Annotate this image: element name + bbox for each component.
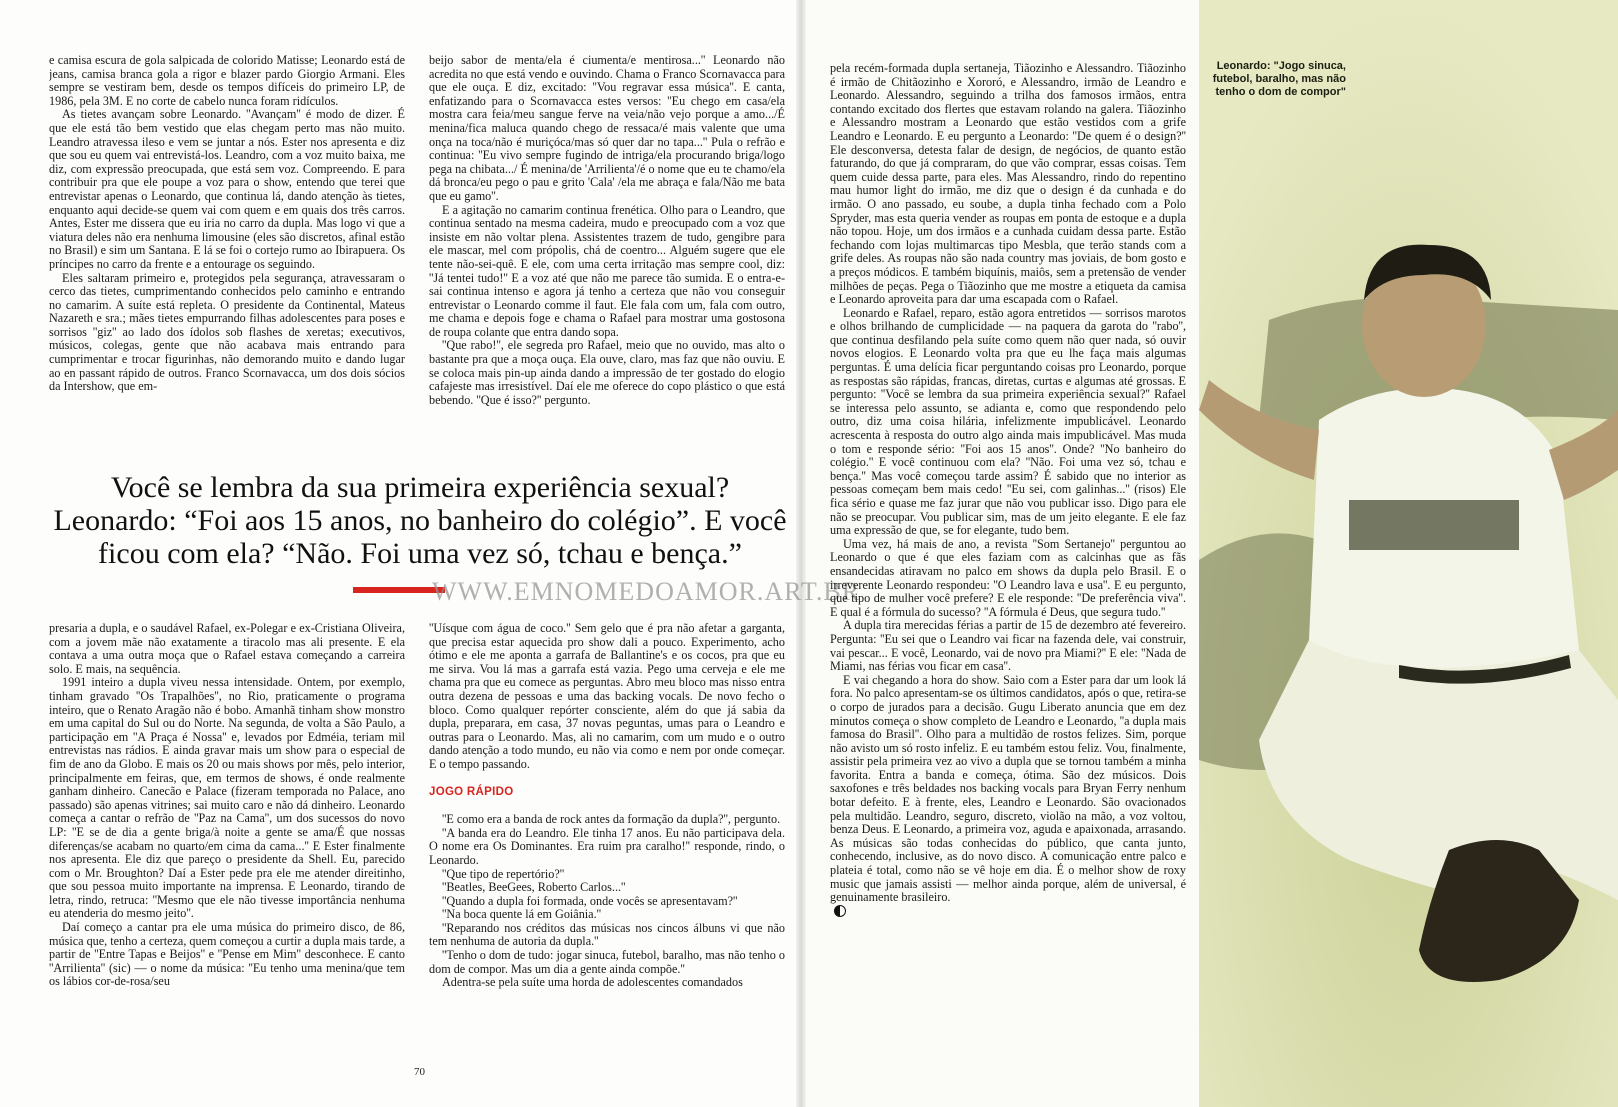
paragraph: ''A banda era do Leandro. Ele tinha 17 anos. Eu não participava dela. O nome era Os Dominantes. Era ruim pra caralho!'' responde, rindo, o Leonardo. [429, 825, 785, 867]
paragraph: Daí começo a cantar pra ele uma música do primeiro disco, de 86, música que, tenho a certeza, quem começou a curtir a dupla mais tarde, a partir de ''Entre Tapas e Beijos'' e ''Pense em Mim'' desconhece. E canto ''Arrilienta'' (sic) — o nome da música: ''Eu tenho uma menina/que tem os lábios cor-de-rosa/seu [49, 920, 405, 989]
paragraph: ''Reparando nos créditos das músicas nos cincos álbuns vi que não tem nenhuma de autoria da dupla.'' [429, 920, 785, 949]
article-column-2-top [429, 54, 785, 456]
paragraph: Adentra-se pela suíte uma horda de adolescentes comandados [442, 975, 743, 990]
paragraph: E vai chegando a hora do show. Saio com a Ester para dar um look lá fora. No palco apresentam-se os últimos candidatos, após o que, retira-se o corpo de jurados para a decisão. Gugu Liberato anuncia que em dez minutos começa o show completo de Leandro e Leonardo, ''a dupla mais famosa do Brasil''. Olho para a multidão de rostos felizes. Sim, porque não avisto um só rosto infeliz. E eu também estou feliz. Vou, finalmente, assistir pela primeira vez ao vivo a dupla que se tornou também a minha favorita. Entra a banda e começa, ótima. São dez músicos. Dois saxofones e três beldades nos backing vocals para Bryan Ferry nenhum botar defeito. E à frente, eles, Leandro e Leonardo. São ovacionados pela multidão. Leandro, seguro, discreto, violão na mão, a voz voltou, benza Deus. E Leonardo, a primeira voz, aguda e apaixonada, arrasando. As músicas são todas conhecidas do público, que canta junto, conhecendo, inclusive, as do novo disco. A comunicação entre palco e plateia é total, como não se vê hoje em dia. É o melhor show de roxy music que jamais assisti — melhor ainda porque, além de universal, é genuinamente brasileiro. [830, 672, 1186, 905]
article-column-2-bottom [429, 622, 785, 1047]
paragraph: Uma vez, há mais de ano, a revista ''Som Sertanejo'' perguntou ao Leonardo o que é que eles faziam com as calcinhas que as fãs ensandecidas atiravam no palco em shows da dupla pelo Brasil. E o irreverente Leonardo respondeu: ''O Leandro lava e usa''. E eu pergunto, que tipo de mulher você prefere? E ele responde: ''De preferência viva''. E qual é a fórmula do sucesso? ''A fórmula é Deus, que segura tudo.'' [830, 536, 1186, 619]
page-number: 70 [414, 1066, 425, 1078]
paragraph: e camisa escura de gola salpicada de colorido Matisse; Leonardo está de jeans, camisa branca gola a rigor e blazer pardo Giorgio Armani. Eles sempre se vestiram bem, desde os tempos difíceis do primeiro LP, de 1986, pela 3M. E no corte de cabelo nunca foram ridículos. [49, 54, 405, 108]
photo-leonardo [1199, 0, 1618, 1107]
photo-illustration [1199, 0, 1618, 1107]
paragraph: 1991 inteiro a dupla viveu nessa intensidade. Ontem, por exemplo, tinham gravado ''Os Trapalhões'', no Rio, praticamente o programa inteiro, que o Renato Aragão não é bobo. Amanhã tinham show monstro em uma capital do Sul ou do Norte. Na segunda, de volta a São Paulo, a participação em ''A Praça é Nossa'' e, levados por Edméia, teriam mil entrevistas nas rádios. E ainda gravar mais um show para o especial de fim de ano da Globo. E mais os 20 ou mais shows por mês, pelo interior, principalmente em feiras, que, em termos de shows, é onde realmente ganham dinheiro. Canecão e Palace (fizeram temporada no Palace, ano passado) são apenas vitrines; sai muito caro e não dá dinheiro. Leonardo começa a cantar o refrão de ''Paz na Cama'', um dos sucessos do novo LP: ''E se de dia a gente briga/à noite a gente se ama/É que nossas diferenças/se acabam no quarto/em cima da cama...'' E Ester finalmente nos apresenta. Ele diz que pareço o presidente da Shell. Eu, parecido com o Mr. Broughton? Daí a Ester pede pra ele me atender direitinho, que sou pessoa muito importante na imprensa. E Leonardo, tirando de letra, rindo, retruca: ''Mesmo que ele não tivesse importância nenhuma eu atenderia do mesmo jeito''. [49, 675, 405, 921]
paragraph: ''E como era a banda de rock antes da formação da dupla?'', pergunto. [442, 812, 781, 827]
paragraph: ''Beatles, BeeGees, Roberto Carlos...'' [442, 880, 626, 895]
end-of-article-icon [834, 905, 846, 917]
paragraph: ''Na boca quente lá em Goiânia.'' [442, 907, 602, 922]
paragraph: ''Que rabo!'', ele segreda pro Rafael, meio que no ouvido, mas alto o bastante pra que a moça ouça. Ela ouve, claro, mas faz que não ouviu. E se coloca mais pin-up ainda dando a impressão de ter gostado do elogio cafajeste mas irresistível. Daí ele me oferece do copo plástico o que está bebendo. ''Que é isso?'' pergunto. [429, 338, 785, 407]
pull-quote-line: Leonardo: “Foi aos 15 anos, no banheiro do colégio”. E você [53, 504, 787, 537]
paragraph: beijo sabor de menta/ela é ciumenta/e mentirosa...'' Leonardo não acredita no que está vendo e ouvindo. Chama o Franco Scornavacca para que ele ouça. E diz, excitado: ''Vou regravar essa música''. E canta, enfatizando para o Scornavacca estes versos: ''Eu chego em casa/ela mostra cara feia/meu sangue ferve na veia/não vejo porque a amo.../É menina/fica maluca quando chego de ressaca/é mais valente que uma onça na toca/não é muriçóca/mas só quer dar no tapa...'' Pula o refrão e continua: ''Eu vivo sempre fugindo de intriga/ela procurando briga/logo pega na chibata.../ É menina/de 'Arrilienta'/é o nome que eu te chamo/ela dá bronca/eu pego o pau e grito 'Cala' /ela me abraça e fala/Não me bata que eu gamo''. [429, 54, 785, 203]
paragraph: ''Uísque com água de coco.'' Sem gelo que é pra não afetar a garganta, que precisa estar aquecida pro show dali a pouco. Experimento, acho ótimo e ele me aponta a garrafa de Ballantine's e os cocos, pra que eu me sirva. Vou lá mas a garrafa está vazia. Pego uma cerveja e ele me chama pra que eu comece as perguntas. Abro meu bloco mas nisso entra outra dezena de pessoas e uma das backing vocals. De novo fecho o bloco. Como qualquer repórter consciente, além do que já sabia da dupla, preparara, em casa, 37 novas peguntas, umas para o Leandro e outras para o Leonardo. Mas, ali no camarim, com um mudo e o outro dando atenção a todo mundo, eu não via como e nem por onde começar. E o tempo passando. [429, 622, 785, 771]
section-subhead: JOGO RÁPIDO [429, 785, 514, 798]
pull-quote-line: Você se lembra da sua primeira experiência sexual? [110, 471, 730, 504]
paragraph: ''Quando a dupla foi formada, onde vocês se apresentavam?'' [442, 893, 738, 908]
paragraph: ''Tenho o dom de tudo: jogar sinuca, futebol, baralho, mas não tenho o dom de compor. Mas um dia a gente ainda compõe.'' [429, 948, 785, 976]
paragraph: presaria a dupla, e o saudável Rafael, ex-Polegar e ex-Cristiana Oliveira, com a jovem mãe não exatamente a tiracolo mas ali presente. E ela contava a uma outra moça que o Rafael estava começando a carreira solo. E mais, na sequência. [49, 622, 405, 676]
watermark: WWW.EMNOMEDOAMOR.ART.BR [432, 577, 861, 606]
pull-quote [40, 471, 800, 570]
paragraph: E a agitação no camarim continua frenética. Olho para o Leandro, que continua sentado na mesma cadeira, mudo e preocupado com a voz que insiste em não voltar plena. Assistentes trazem de tudo, gengibre para ele mascar, mel com própolis, chá de coentro... Alguém sugere que ele tente não-sei-quê. E ele, com uma certa irritação mas sempre cool, diz: ''Já tentei tudo!'' E a voz até que não me parece tão sumida. E o entra-e-sai continua intenso e agora já tenho a certeza que não vou conseguir entrevistar o Leonardo comme il faut. Ele fala com um, fala com outro, me chama e depois foge e chama o Rafael para mostrar uma gostosona de roupa colante que entra dando sopa. [429, 202, 785, 339]
pull-quote-line: ficou com ela? “Não. Foi uma vez só, tchau e bença.” [98, 537, 742, 570]
paragraph: Leonardo e Rafael, reparo, estão agora entretidos — sorrisos marotos e olhos brilhando de cumplicidade — na paquera da garota do ''rabo'', que continua desfilando pela suíte como quem não quer nada, só ouvir novos elogios. E Leonardo volta pra que eu lhe faça mais algumas perguntas. É uma delícia ficar perguntando coisas pro Leonardo, porque as respostas são rápidas, francas, diretas, curtas e algumas até grossas. E pergunto: ''Você se lembra da sua primeira experiência sexual?'' Rafael se interessa pelo assunto, se adianta e, como que respondendo pelo outro, diz uma coisa hilária, infelizmente impublicável. Leonardo acrescenta à resposta do outro algo ainda mais impublicável. Mas muda o tom e responde sério: ''Foi aos 15 anos''. Onde? ''No banheiro do colégio.'' E você continuou com ela? ''Não. Foi uma vez só, tchau e bença.'' Mas você começou tarde assim? É sabido que no interior as pessoas começam bem mais cedo! ''Eu sei, com galinhas...'' (risos) Ele fica sério e quase me faz jurar que não vou publicar isso. Digo para ele não se preocupar. Vou publicar sim, mas de um jeito elegante. E ele faz uma expressão de que, se for elegante, tudo bem. [830, 305, 1186, 538]
photo-caption: Leonardo: "Jogo sinuca, futebol, baralho, mas não tenho o dom de compor" [1212, 60, 1346, 98]
article-column-3 [830, 62, 1186, 1060]
paragraph: ''Que tipo de repertório?'' [442, 866, 565, 881]
paragraph: Eles saltaram primeiro e, protegidos pela segurança, atravessaram o cerco das tietes, cumprimentando conhecidos pelo caminho e entrando no camarim. A suíte está repleta. O presidente da Continental, Mateus Nazareth e sra.; mães tietes empurrando filhas adolescentes para poses e sorrisos ''giz'' ao lado dos ídolos sob flashes de xeretas; executivos, músicos, colegas, gente que não acabava mais entrando para cumprimentar e trocar figurinhas, não demorando muito e dando lugar ao en passant rápido de outros. Franco Scornavacca, um dos dois sócios da Intershow, que em- [49, 270, 405, 394]
article-column-1-bottom [49, 622, 405, 1047]
paragraph: pela recém-formada dupla sertaneja, Tiãozinho e Alessandro. Tiãozinho é irmão de Chitãozinho e Xororó, e Alessandro, irmão de Leandro e Leonardo. Alessandro, seguindo a trilha dos famosos irmãos, entra contando excitado dos flertes que estavam rolando na galera. Tiãozinho e Alessandro mostram a Leonardo que estão vestidos com a grife Leandro e Leonardo. E eu pergunto a Leonardo: ''De quem é o design?'' Ele desconversa, detesta falar de design, de negócios, de quanto estão faturando, do que já compraram, do que vão comprar, essas coisas. Tem quem cuide dessa parte, para eles. Mas Alessandro, rindo do repentino mau humor light do irmão, me diz que o design é da cunhada e do irmão. O ano passado, eu soube, a dupla tinha fechado com a Polo Spryder, mas esta queria vender as roupas em ponta de estoque e a dupla não topou. Hoje, um dos irmãos e a cunhada cuidam dessa parte. Estão fechando com lojas multimarcas tipo Mesbla, que terão stands com a grife deles. As roupas não são nada country mas joviais, de bom gosto e a preços módicos. E também biquínis, maiôs, sem a pretensão de vender milhões de peças. Pega o Tiãozinho que me mostre a etiqueta da camisa e Leonardo aproveita para dar uma escapada com o Rafael. [830, 62, 1186, 307]
paragraph: As tietes avançam sobre Leonardo. ''Avançam'' é modo de dizer. É que ele está tão bem vestido que elas chegam perto mas não muito. Leandro atravessa ileso e vem se juntar a nós. Ester nos apresenta e diz que sou eu quem vai entrevistá-los. Leandro, com a voz muito baixa, me diz, com expressão preocupada, que está sem voz. Compreendo. E para contribuir pra que ele poupe a voz para o show, entendo que terei que entrevistar apenas o Leonardo, que continua lá, dando atenção às tietes, enquanto aqui decide-se quem vai com quem e em quais dos três carros. Antes, Ester me dissera que eu iria no carro da dupla. Mas logo vi que a viatura deles não era nenhuma limousine (eles são discretos, afinal estão no Brasil) e sim um Santana. E lá se foi o cortejo rumo ao Ibirapuera. Os príncipes no carro da frente e a entourage os seguindo. [49, 107, 405, 271]
article-column-1-top [49, 54, 405, 456]
paragraph: A dupla tira merecidas férias a partir de 15 de dezembro até fevereiro. Pergunta: ''Eu sei que o Leandro vai ficar na fazenda dele, vai construir, vai pescar... E você, Leonardo, vai de novo pra Miami?'' E ele: ''Nada de Miami, nas férias vou ficar em casa''. [830, 618, 1186, 674]
